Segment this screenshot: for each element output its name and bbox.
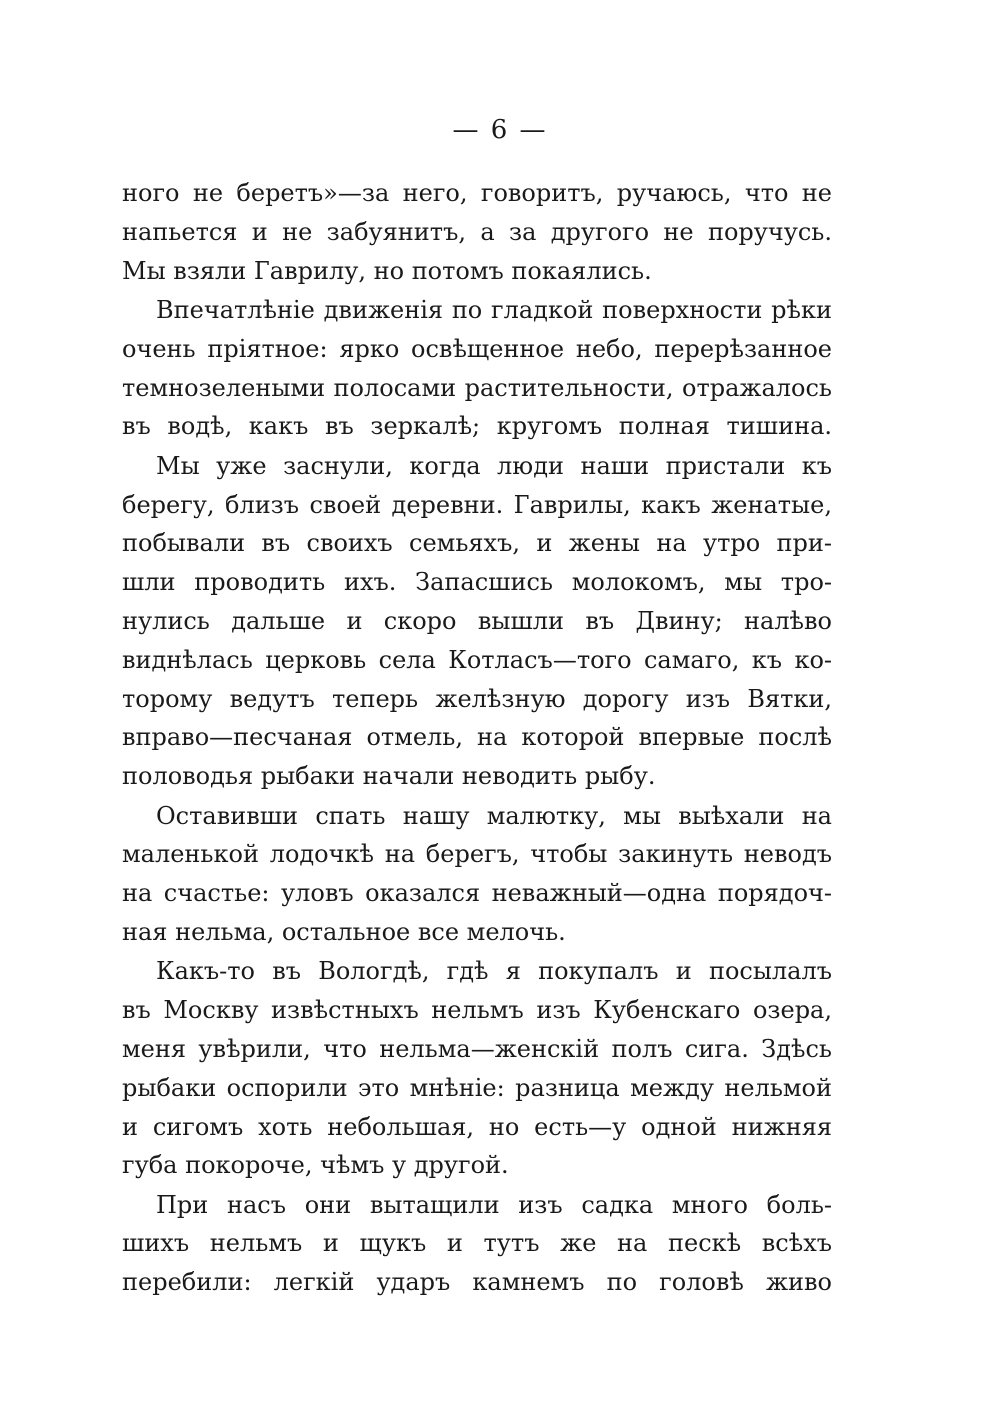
text-line: губа покороче, чѣмъ у другой. [122, 1151, 509, 1180]
text-line: очень пріятное: ярко освѣщенное небо, перерѣзанное [122, 334, 832, 363]
page-number: — 6 — [452, 115, 548, 145]
text-line: виднѣлась церковь села Котласъ—того самаго, къ ко- [122, 645, 832, 674]
text-line: рыбаки оспорили это мнѣніе: разница между нельмой [122, 1073, 832, 1102]
text-line: на счастье: уловъ оказался неважный—одна порядоч- [122, 879, 832, 908]
text-line: берегу, близъ своей деревни. Гаврилы, какъ женатые, [122, 490, 832, 519]
text-line: При насъ они вытащили изъ садка много боль- [156, 1190, 832, 1219]
text-line: Мы уже заснули, когда люди наши пристали къ [156, 451, 832, 480]
text-line: Какъ-то въ Вологдѣ, гдѣ я покупалъ и посылалъ [156, 957, 832, 986]
text-line: Мы взяли Гаврилу, но потомъ покаялись. [122, 256, 652, 285]
text-line: вправо—песчаная отмель, на которой впервые послѣ [122, 723, 832, 752]
body-text [122, 174, 832, 1302]
text-line: напьется и не забуянитъ, а за другого не поручусь. [122, 217, 832, 246]
text-line: ная нельма, остальное все мелочь. [122, 917, 566, 946]
paragraph-6 [122, 1186, 832, 1302]
paragraph-4 [122, 797, 832, 952]
text-line: меня увѣрили, что нельма—женскій полъ сига. Здѣсь [122, 1034, 832, 1063]
text-line: Оставивши спать нашу малютку, мы выѣхали на [156, 801, 832, 830]
text-line: Впечатлѣніе движенія по гладкой поверхности рѣки [156, 295, 832, 324]
text-line: въ Москву извѣстныхъ нельмъ изъ Кубенскаго озера, [122, 996, 832, 1025]
text-line: въ водѣ, какъ въ зеркалѣ; кругомъ полная тишина. [122, 412, 832, 441]
text-line: шли проводить ихъ. Запасшись молокомъ, мы тро- [122, 568, 832, 597]
text-line: торому ведутъ теперь желѣзную дорогу изъ Вятки, [122, 684, 832, 713]
text-line: темнозелеными полосами растительности, отражалось [122, 373, 832, 402]
text-line: половодья рыбаки начали неводить рыбу. [122, 762, 656, 791]
text-line: ного не беретъ»—за него, говоритъ, ручаюсь, что не [122, 179, 832, 207]
text-line: нулись дальше и скоро вышли въ Двину; налѣво [122, 606, 832, 635]
paragraph-1 [122, 174, 832, 290]
text-line: перебили: легкій ударъ камнемъ по головѣ живо [122, 1268, 832, 1297]
paragraph-2 [122, 291, 832, 446]
paragraph-5 [122, 952, 832, 1185]
text-line: побывали въ своихъ семьяхъ, и жены на утро при- [122, 529, 832, 558]
text-line: маленькой лодочкѣ на берегъ, чтобы закинуть неводъ [122, 840, 832, 869]
text-line: шихъ нельмъ и щукъ и тутъ же на пескѣ всѣхъ [122, 1229, 832, 1258]
paragraph-3 [122, 447, 832, 796]
text-line: и сигомъ хоть небольшая, но есть—у одной нижняя [122, 1112, 832, 1141]
